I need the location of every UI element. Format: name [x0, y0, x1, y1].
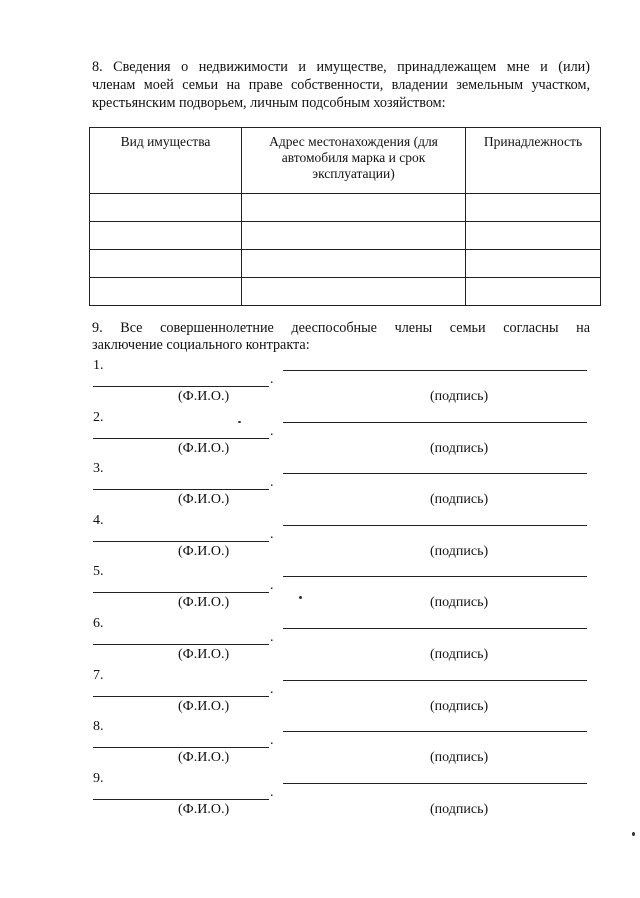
signature-entry [0, 668, 640, 720]
property-table-row [90, 278, 601, 306]
name-line[interactable] [93, 747, 269, 748]
name-line[interactable] [93, 592, 269, 593]
signature-label: (подпись) [430, 543, 489, 559]
name-label: (Ф.И.О.) [178, 750, 230, 766]
signature-entry [0, 513, 640, 565]
property-table-cell[interactable] [466, 194, 601, 222]
section-8-paragraph [92, 58, 590, 112]
signature-entry [0, 410, 640, 462]
signature-line[interactable] [283, 628, 587, 629]
signature-entry [0, 358, 640, 410]
scan-speck [632, 832, 635, 836]
line-end-dot: . [270, 526, 274, 542]
name-line[interactable] [93, 386, 269, 387]
section-9-line-1: 9. Все совершеннолетние дееспособные члены семьи согласны на [92, 320, 590, 336]
signature-label: (подпись) [430, 750, 489, 766]
name-label: (Ф.И.О.) [178, 492, 230, 508]
property-table-header [90, 128, 601, 194]
signature-line[interactable] [283, 370, 587, 371]
property-table-row [90, 194, 601, 222]
name-label: (Ф.И.О.) [178, 389, 230, 404]
name-label: (Ф.И.О.) [178, 440, 230, 456]
entry-number: 6. [93, 616, 104, 631]
entry-number: 9. [93, 770, 104, 786]
entry-number: 5. [93, 564, 104, 580]
section-9-line-2: заключение социального контракта: [92, 337, 310, 353]
signature-line[interactable] [283, 473, 587, 474]
signature-line[interactable] [283, 525, 587, 526]
property-table-cell[interactable] [90, 278, 242, 306]
line-end-dot: . [270, 681, 274, 697]
property-table-cell[interactable] [242, 278, 466, 306]
property-table-cell[interactable] [466, 278, 601, 306]
property-table-cell[interactable] [466, 222, 601, 250]
name-label: (Ф.И.О.) [178, 595, 230, 611]
property-table-cell[interactable] [242, 194, 466, 222]
name-line[interactable] [93, 644, 269, 645]
signature-entry [0, 564, 640, 616]
entry-number: 8. [93, 719, 104, 735]
name-label: (Ф.И.О.) [178, 698, 230, 714]
name-label: (Ф.И.О.) [178, 801, 230, 817]
property-table-cell[interactable] [90, 222, 242, 250]
signature-label: (подпись) [430, 440, 489, 456]
entry-number: 7. [93, 667, 104, 683]
property-table-row [90, 250, 601, 278]
signature-line[interactable] [283, 422, 587, 423]
name-line[interactable] [93, 438, 269, 439]
signature-label: (подпись) [430, 389, 489, 404]
header-property-type: Вид имущества [90, 128, 242, 194]
line-end-dot: . [270, 733, 274, 749]
property-table-cell[interactable] [90, 250, 242, 278]
line-end-dot: . [270, 578, 274, 594]
name-line[interactable] [93, 489, 269, 490]
signature-label: (подпись) [430, 595, 489, 611]
signature-line[interactable] [283, 731, 587, 732]
section-8-line-1: 8. Сведения о недвижимости и имуществе, принадлежащем мне и (или) [92, 59, 590, 75]
property-table [89, 127, 601, 306]
line-end-dot: . [270, 784, 274, 800]
entry-number: 1. [93, 358, 104, 373]
property-table-cell[interactable] [90, 194, 242, 222]
name-line[interactable] [93, 541, 269, 542]
property-table-body [90, 194, 601, 306]
header-ownership: Принадлежность [466, 128, 601, 194]
property-table-cell[interactable] [466, 250, 601, 278]
property-table-row [90, 222, 601, 250]
name-line[interactable] [93, 696, 269, 697]
scan-speck [238, 421, 241, 423]
header-address: Адрес местонахождения (для автомобиля марка и срок эксплуатации) [242, 128, 466, 194]
name-line[interactable] [93, 799, 269, 800]
signature-entry [0, 771, 640, 823]
signature-entry [0, 461, 640, 513]
signature-line[interactable] [283, 783, 587, 784]
section-8-line-3: крестьянским подворьем, личным подсобным хозяйством: [92, 95, 446, 111]
property-table-cell[interactable] [242, 250, 466, 278]
scan-speck [299, 596, 302, 599]
property-table-cell[interactable] [242, 222, 466, 250]
line-end-dot: . [270, 372, 274, 387]
entry-number: 2. [93, 409, 104, 425]
section-8-line-2: членам моей семьи на праве собственности, владении земельным участком, [92, 77, 590, 93]
name-label: (Ф.И.О.) [178, 543, 230, 559]
signature-line[interactable] [283, 680, 587, 681]
line-end-dot: . [270, 475, 274, 491]
name-label: (Ф.И.О.) [178, 647, 230, 662]
signature-label: (подпись) [430, 801, 489, 817]
signature-entry [0, 616, 640, 668]
line-end-dot: . [270, 423, 274, 439]
entry-number: 4. [93, 512, 104, 528]
signature-label: (подпись) [430, 492, 489, 508]
signature-label: (подпись) [430, 698, 489, 714]
entry-number: 3. [93, 461, 104, 477]
section-9-paragraph [92, 320, 590, 354]
signature-label: (подпись) [430, 647, 489, 662]
signature-line[interactable] [283, 576, 587, 577]
signature-entry [0, 719, 640, 771]
line-end-dot: . [270, 630, 274, 645]
